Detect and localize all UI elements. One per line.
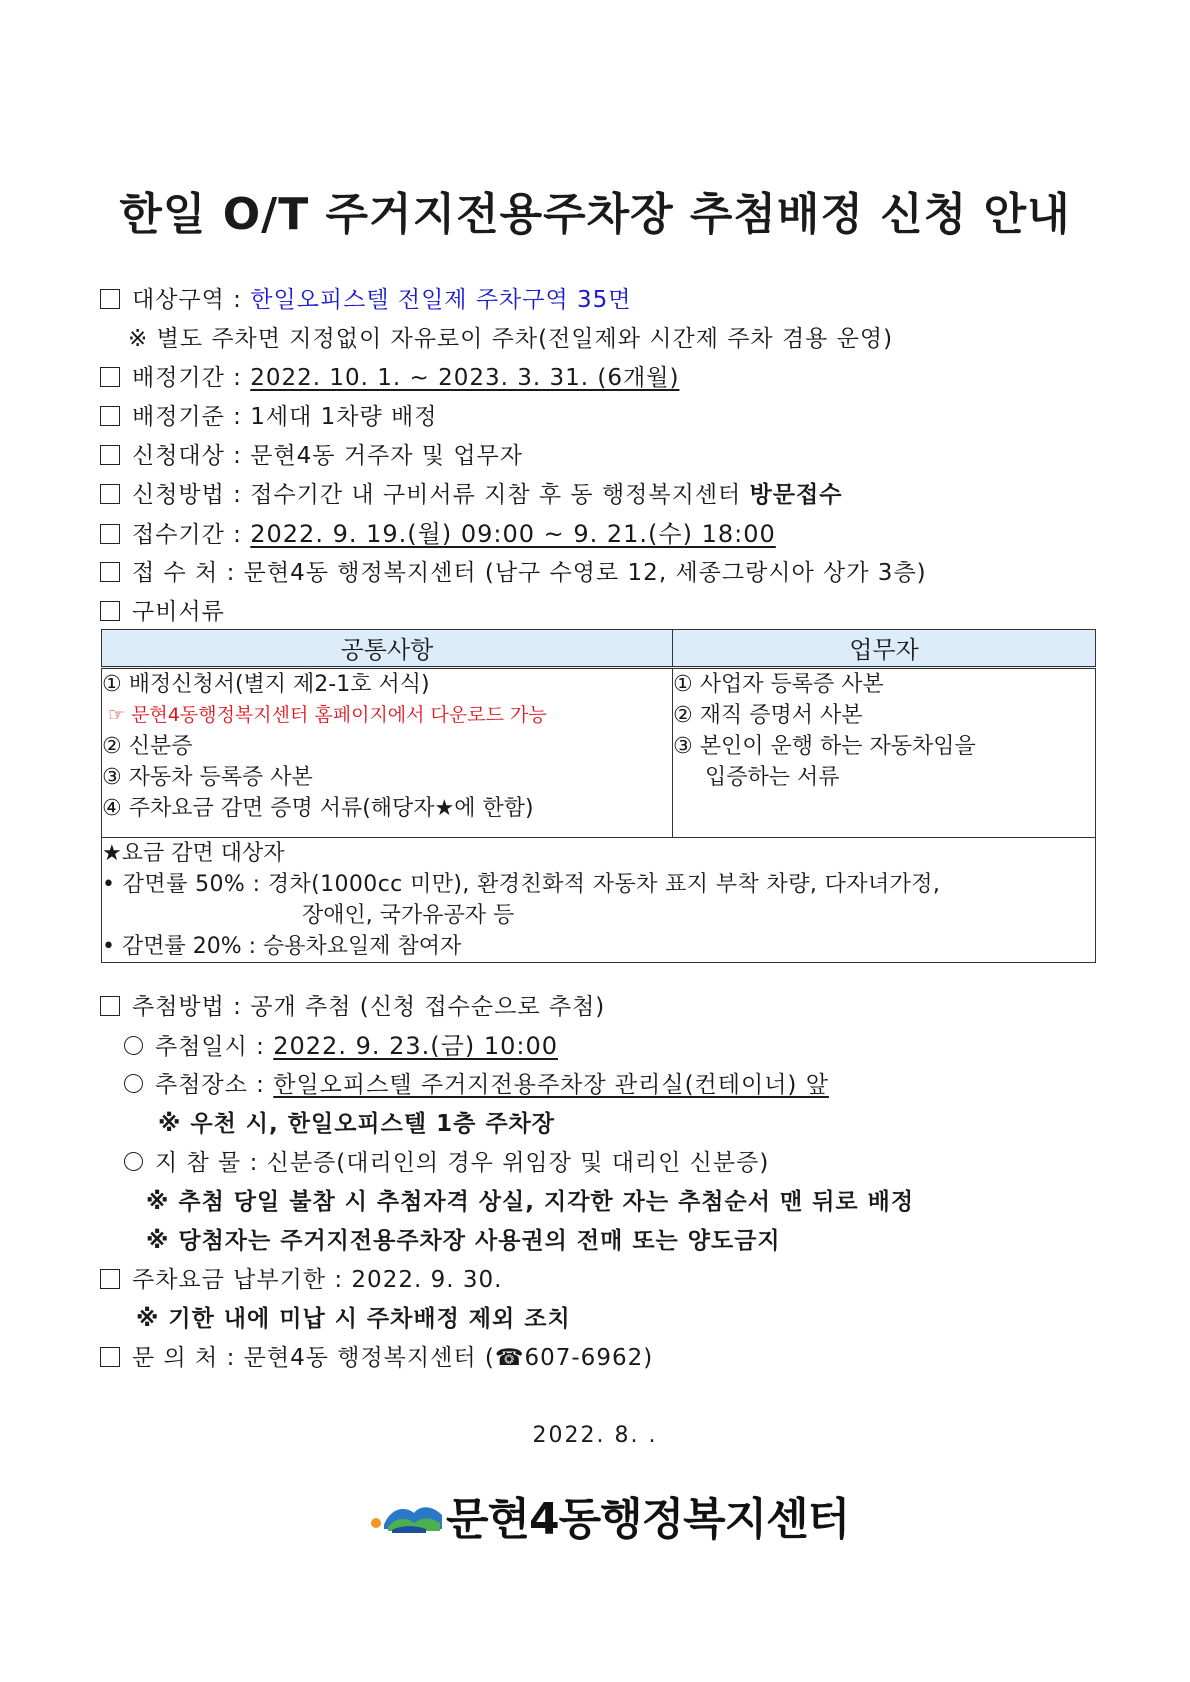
- transfer-note: ※ 당첨자는 주거지전용주차장 사용권의 전매 또는 양도금지: [146, 1228, 781, 1254]
- page-title: 한일 O/T 주거지전용주차장 추첨배정 신청 안내: [119, 189, 1071, 240]
- list-item: ② 재직 증명서 사본: [673, 703, 863, 728]
- payment-text: 주차요금 납부기한 : 2022. 9. 30.: [132, 1267, 503, 1293]
- circle-icon: [124, 1074, 143, 1093]
- receipt-value: 2022. 9. 19.(월) 09:00 ~ 9. 21.(수) 18:00: [250, 520, 776, 548]
- list-item: ① 사업자 등록증 사본: [673, 672, 884, 697]
- list-item: • 감면률 50% : 경차(1000cc 미만), 환경친화적 자동차 표지 부착 차량, 다자녀가정,: [102, 872, 941, 897]
- business-docs-cell: [673, 668, 1096, 838]
- issue-date: 2022. 8. .: [532, 1423, 658, 1448]
- receipt-row: [100, 519, 776, 550]
- contact-row: [100, 1343, 653, 1373]
- checkbox-icon: [100, 524, 120, 544]
- zone-row: [100, 285, 632, 315]
- list-item: 입증하는 서류: [705, 765, 840, 790]
- zone-note: ※ 별도 주차면 지정없이 자유로이 주차(전일제와 시간제 주차 겸용 운영): [128, 326, 894, 352]
- discount-note-cell: [102, 838, 1096, 963]
- bring-text: 지 참 물 : 신분증(대리인의 경우 위임장 및 대리인 신분증): [155, 1150, 770, 1176]
- draw-date-value: 2022. 9. 23.(금) 10:00: [273, 1032, 558, 1060]
- checkbox-icon: [100, 406, 120, 426]
- center-logo: [370, 1483, 850, 1545]
- draw-method-text: 추첨방법 : 공개 추첨 (신청 접수순으로 추첨): [132, 994, 606, 1020]
- period-row: [100, 363, 679, 393]
- checkbox-icon: [100, 1347, 120, 1367]
- list-item: ④ 주차요금 감면 증명 서류(해당자★에 한함): [102, 796, 534, 821]
- checkbox-icon: [100, 601, 120, 621]
- rain-note: ※ 우천 시, 한일오피스텔 1층 주차장: [158, 1111, 555, 1137]
- table-row: [102, 838, 1096, 963]
- circle-icon: [124, 1036, 143, 1055]
- list-item: ② 신분증: [102, 734, 193, 759]
- docs-label: 구비서류: [132, 599, 225, 625]
- list-item: 장애인, 국가유공자 등: [302, 903, 515, 928]
- place-row: [100, 558, 927, 588]
- receipt-label: 접수기간 :: [132, 522, 251, 548]
- zone-label: 대상구역 :: [132, 287, 251, 313]
- list-item: ① 배정신청서(별지 제2-1호 서식): [102, 672, 430, 697]
- draw-date-row: [124, 1031, 558, 1062]
- list-item: ③ 본인이 운행 하는 자동차임을: [673, 734, 976, 759]
- eligible-row: [100, 441, 523, 471]
- criteria-row: [100, 402, 437, 432]
- checkbox-icon: [100, 367, 120, 387]
- method-row: [100, 480, 842, 510]
- common-docs-cell: [102, 668, 673, 838]
- place-text: 접 수 처 : 문현4동 행정복지센터 (남구 수영로 12, 세종그랑시아 상가 3층): [132, 560, 927, 586]
- download-note: ☞ 문현4동행정복지센터 홈페이지에서 다운로드 가능: [108, 704, 547, 726]
- table-header-row: [102, 630, 1096, 668]
- wave-logo-icon: [370, 1483, 446, 1543]
- contact-text: 문 의 처 : 문현4동 행정복지센터 (☎607-6962): [132, 1345, 654, 1371]
- period-value: 2022. 10. 1. ~ 2023. 3. 31. (6개월): [250, 365, 680, 391]
- col-header-common: 공통사항: [102, 630, 673, 668]
- draw-date-label: 추첨일시 :: [155, 1034, 274, 1060]
- criteria-text: 배정기준 : 1세대 1차량 배정: [132, 404, 438, 430]
- method-text: 신청방법 : 접수기간 내 구비서류 지참 후 동 행정복지센터: [132, 482, 750, 508]
- col-header-business: 업무자: [673, 630, 1096, 668]
- period-label: 배정기간 :: [132, 365, 251, 391]
- bring-row: [124, 1148, 769, 1178]
- discount-title: ★요금 감면 대상자: [102, 841, 285, 866]
- draw-method-row: [100, 992, 605, 1022]
- checkbox-icon: [100, 562, 120, 582]
- method-bold: 방문접수: [749, 482, 843, 508]
- documents-table: [101, 629, 1096, 963]
- draw-place-row: [124, 1070, 829, 1100]
- circle-icon: [124, 1152, 143, 1171]
- draw-place-value: 한일오피스텔 주거지전용주차장 관리실(컨테이너) 앞: [273, 1072, 829, 1098]
- checkbox-icon: [100, 996, 120, 1016]
- checkbox-icon: [100, 1269, 120, 1289]
- center-name: 문현4동행정복지센터: [446, 1494, 850, 1545]
- checkbox-icon: [100, 289, 120, 309]
- table-row: [102, 668, 1096, 838]
- list-item: • 감면률 20% : 승용차요일제 참여자: [102, 934, 462, 959]
- docs-row: [100, 597, 225, 627]
- absence-note: ※ 추첨 당일 불참 시 추첨자격 상실, 지각한 자는 추첨순서 맨 뒤로 배정: [146, 1189, 915, 1215]
- checkbox-icon: [100, 445, 120, 465]
- eligible-text: 신청대상 : 문현4동 거주자 및 업무자: [132, 443, 523, 469]
- checkbox-icon: [100, 484, 120, 504]
- payment-row: [100, 1265, 502, 1295]
- zone-value: 한일오피스텔 전일제 주차구역 35면: [250, 287, 632, 313]
- payment-note: ※ 기한 내에 미납 시 주차배정 제외 조치: [136, 1306, 571, 1332]
- draw-place-label: 추첨장소 :: [155, 1072, 274, 1098]
- list-item: ③ 자동차 등록증 사본: [102, 765, 313, 790]
